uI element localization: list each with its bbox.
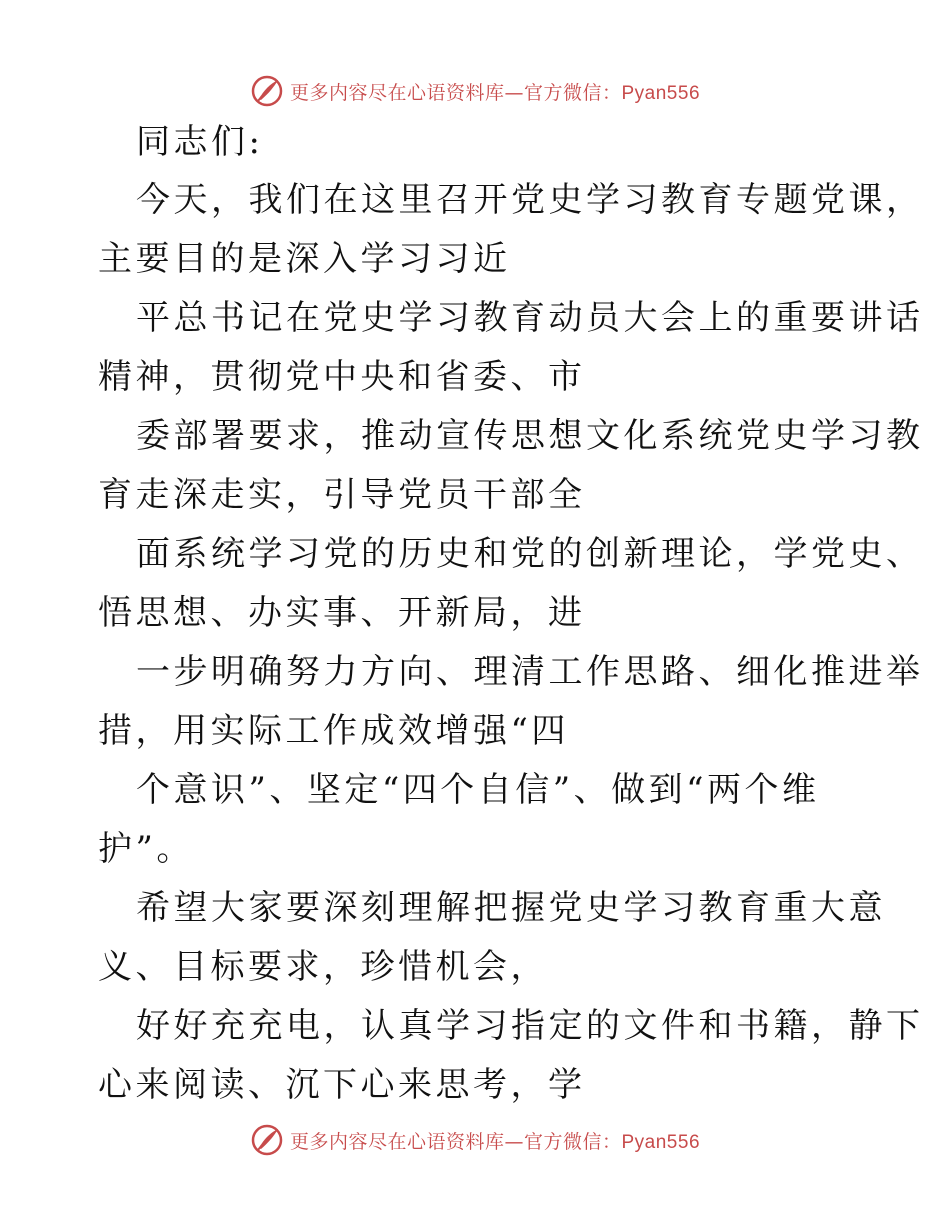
watermark-text: 更多内容尽在心语资料库—官方微信： bbox=[289, 81, 622, 104]
text-line: 好好充充电，认真学习指定的文件和书籍，静下 bbox=[136, 1006, 924, 1046]
text-line: 一步明确努力方向、理清工作思路、细化推进举 bbox=[136, 652, 924, 692]
watermark-text: 更多内容尽在心语资料库—官方微信： bbox=[289, 1130, 622, 1153]
text-line: 个意识”、坚定“四个自信”、做到“两个维 bbox=[136, 770, 820, 810]
text-line: 精神，贯彻党中央和省委、市 bbox=[98, 357, 586, 397]
text-line: 同志们: bbox=[136, 122, 264, 162]
quill-pen-logo-icon bbox=[250, 1123, 284, 1157]
text-line: 措，用实际工作成效增强“四 bbox=[98, 711, 569, 751]
text-line: 希望大家要深刻理解把握党史学习教育重大意 bbox=[136, 888, 886, 928]
text-line: 育走深走实，引导党员干部全 bbox=[98, 475, 586, 515]
text-line: 护”。 bbox=[98, 829, 194, 869]
header-watermark bbox=[0, 71, 950, 111]
text-line: 委部署要求，推动宣传思想文化系统党史学习教 bbox=[136, 416, 924, 456]
text-line: 义、目标要求，珍惜机会， bbox=[98, 947, 548, 987]
watermark-id: Pyan556 bbox=[621, 1131, 701, 1153]
text-line: 今天，我们在这里召开党史学习教育专题党课， bbox=[136, 180, 924, 220]
watermark-id: Pyan556 bbox=[621, 82, 701, 104]
text-line: 平总书记在党史学习教育动员大会上的重要讲话 bbox=[136, 298, 924, 338]
text-line: 悟思想、办实事、开新局，进 bbox=[98, 593, 586, 633]
text-line: 面系统学习党的历史和党的创新理论，学党史、 bbox=[136, 534, 924, 574]
text-line: 主要目的是深入学习习近 bbox=[98, 239, 511, 279]
text-line: 心来阅读、沉下心来思考，学 bbox=[98, 1065, 586, 1105]
footer-watermark bbox=[0, 1120, 950, 1160]
quill-pen-logo-icon bbox=[250, 74, 284, 108]
